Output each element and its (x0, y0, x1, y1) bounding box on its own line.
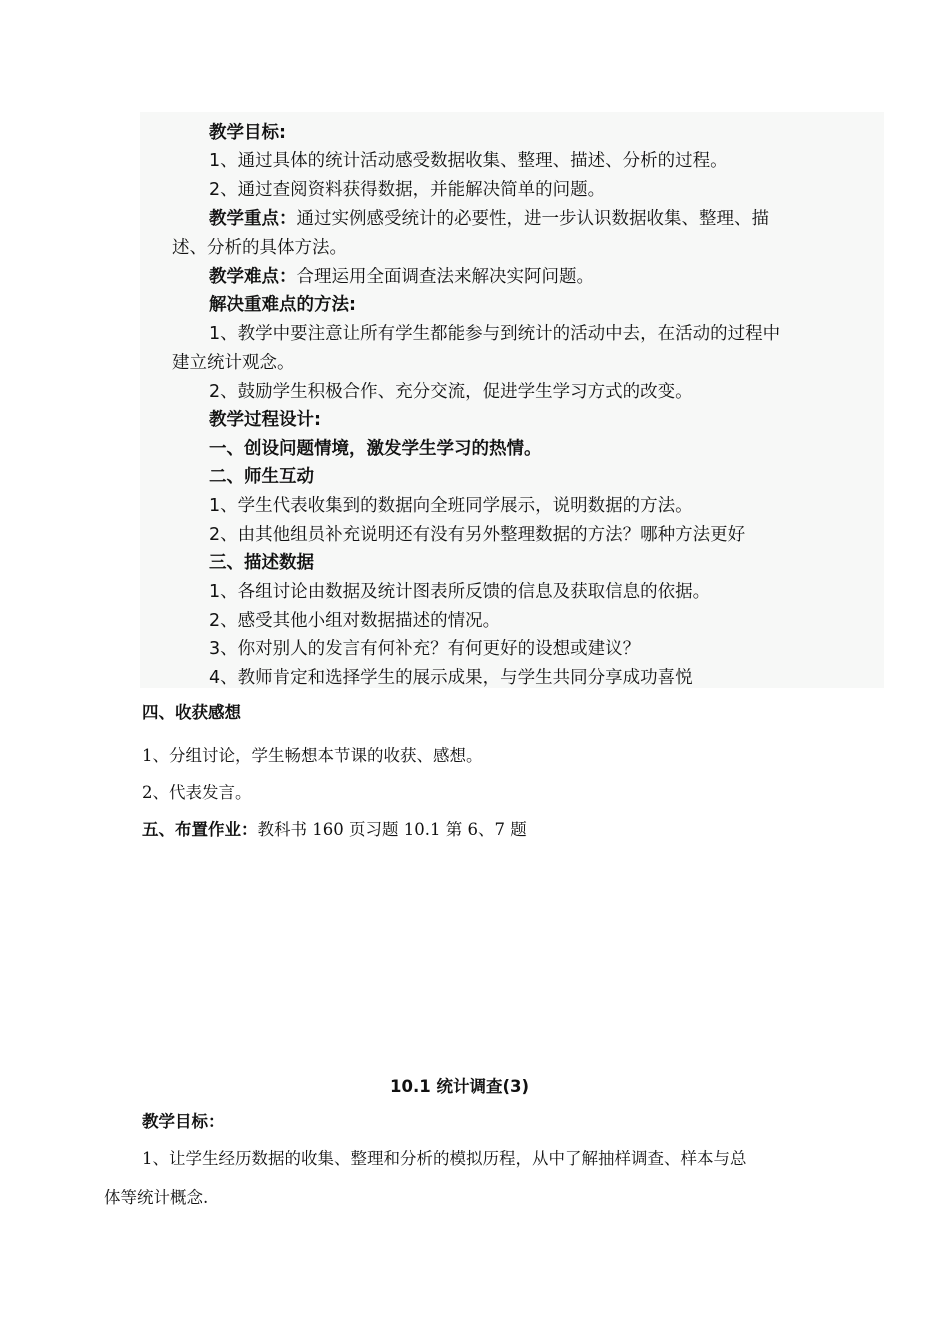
homework-text: 教科书 160 页习题 10.1 第 6、7 题 (257, 820, 527, 839)
key-point-continued: 述、分析的具体方法。 (172, 238, 347, 258)
interaction-item-2: 2、由其他组员补充说明还有没有另外整理数据的方法？哪种方法更好 (209, 525, 746, 545)
process-heading: 教学过程设计: (209, 410, 321, 430)
difficulty-label: 教学难点： (209, 267, 297, 287)
harvest-item-2: 2、代表发言。 (142, 783, 252, 802)
describe-item-1: 1、各组讨论由数据及统计图表所反馈的信息及获取信息的依据。 (209, 582, 711, 602)
goal-item-2: 2、通过查阅资料获得数据，并能解决简单的问题。 (209, 180, 606, 200)
difficulty-line (209, 266, 594, 288)
lesson-goals-heading: 教学目标： (142, 1112, 225, 1131)
lesson-goal-1: 1、让学生经历数据的收集、整理和分析的模拟历程，从中了解抽样调查、样本与总 (142, 1149, 747, 1168)
section-3-heading: 三、描述数据 (209, 553, 314, 573)
key-point-label: 教学重点： (209, 209, 297, 229)
homework-label: 五、布置作业： (142, 820, 258, 839)
method-item-1-continued: 建立统计观念。 (172, 353, 295, 373)
difficulty-text: 合理运用全面调查法来解决实阿问题。 (296, 267, 594, 287)
section-2-heading: 二、师生互动 (209, 467, 314, 487)
lesson-goal-1-continued: 体等统计概念. (104, 1188, 209, 1207)
method-heading: 解决重难点的方法: (209, 295, 356, 315)
section-1-heading: 一、创设问题情境，激发学生学习的热情。 (209, 439, 542, 459)
describe-item-2: 2、感受其他小组对数据描述的情况。 (209, 611, 501, 631)
lesson-title: 10.1 统计调查(3) (390, 1077, 530, 1096)
key-point-line (209, 208, 769, 230)
describe-item-4: 4、教师肯定和选择学生的展示成果，与学生共同分享成功喜悦 (209, 668, 693, 688)
describe-item-3: 3、你对别人的发言有何补充？有何更好的设想或建议？ (209, 639, 641, 659)
method-item-1: 1、教学中要注意让所有学生都能参与到统计的活动中去，在活动的过程中 (209, 324, 781, 344)
homework-line (142, 819, 527, 841)
key-point-text: 通过实例感受统计的必要性，进一步认识数据收集、整理、描 (296, 209, 769, 229)
teaching-goals-heading: 教学目标: (209, 123, 286, 143)
goal-item-1: 1、通过具体的统计活动感受数据收集、整理、描述、分析的过程。 (209, 151, 728, 171)
section-4-heading: 四、收获感想 (142, 703, 241, 722)
interaction-item-1: 1、学生代表收集到的数据向全班同学展示，说明数据的方法。 (209, 496, 693, 516)
harvest-item-1: 1、分组讨论，学生畅想本节课的收获、感想。 (142, 746, 483, 765)
method-item-2: 2、鼓励学生积极合作、充分交流，促进学生学习方式的改变。 (209, 382, 693, 402)
